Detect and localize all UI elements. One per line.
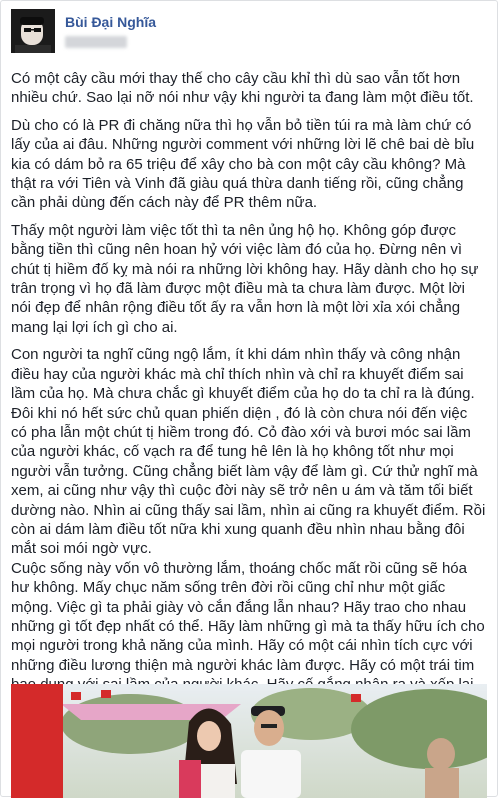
author-avatar[interactable] [11,9,55,53]
author-name[interactable]: Bùi Đại Nghĩa [65,14,157,30]
post-meta-blurred [65,36,127,48]
post-header [11,9,481,55]
avatar-image [11,9,55,53]
paragraph-4: Con người ta nghĩ cũng ngộ lắm, ít khi dám nhìn thấy và công nhận điều hay của người khác mà chỉ thích nhìn và chỉ ra khuyết điểm sai lầm của họ. Mà chưa chắc gì khuyết điểm của họ do ta chỉ ra là đúng. Đôi khi nó hết sức chủ quan phiến diện , đó là còn chưa nói đến việc có pha lẫn một chút tị hiềm trong đó. Cỏ đào xới và bươi móc sai lầm của người khác, cố vạch ra để tung hê lên là họ không tốt như mọi người vẫn tưởng. Cũng chẳng biết làm vậy để làm gì. Cứ thử nghĩ mà xem, ai cũng như vậy thì cuộc đời này sẽ trở nên u ám và tăm tối biết dường nào. Nhìn ai cũng thấy sai lầm, nhìn ai cũng ra khuyết điểm. Rồi còn ai dám làm điều tốt nữa khi xung quanh đều nhìn nhau bằng đôi mắt soi mói ngờ vực. [11,346,486,558]
post-text [11,69,487,741]
paragraph-2: Dù cho có là PR đi chăng nữa thì họ vẫn bỏ tiền túi ra mà làm chứ có lấy của ai đâu. Những người comment với những lời lẽ chê bai dè bỉu kia có dám bỏ ra 65 triệu để xây cho bà con một cây cầu không? Mà thật ra với Tiên và Vinh đã giàu quá thừa danh tiếng rồi, cũng chẳng cần phải dùng đến cách này để PR thêm nữa. [11,116,475,212]
post-photo[interactable] [11,684,487,798]
paragraph-5: Cuộc sống này vốn vô thường lắm, thoáng chốc mất rồi cũng sẽ hóa hư không. Mấy chục năm sống trên đời rồi cũng chỉ như một giấc mộng. Việc gì ta phải giày vò cắn đắng lẫn nhau? Hãy trao cho nhau những gì tốt đẹp nhất có thể. Hãy làm những gì mà ta thấy hữu ích cho mọi người trong khả năng của mình. Hãy có một cái nhìn tích cực với những điều lương thiện mà người khác làm được. Hãy có một trái tim [11,559,485,674]
paragraph-1: Có một cây cầu mới thay thế cho cây cầu khỉ thì dù sao vẫn tốt hơn nhiều chứ. Sao lại nỡ nói như vậy khi người ta đang làm một điều tốt. [11,70,474,107]
photo-image [11,684,487,798]
paragraph-3: Thấy một người làm việc tốt thì ta nên ủng hộ họ. Không góp được bằng tiền thì cũng nên hoan hỷ với việc làm đó của họ. Đừng nên vì chút tị hiềm đố kỵ mà nói ra những lời không hay. Hãy dành cho họ sự trân trọng vì họ đã làm được một điều mà ta chưa làm được. Một lời nói đẹp để nhân rộng điều tốt ấy ra vẫn hơn là một lời xỉa xói chẳng mang lại lợi ích gì cho ai. [11,221,479,336]
